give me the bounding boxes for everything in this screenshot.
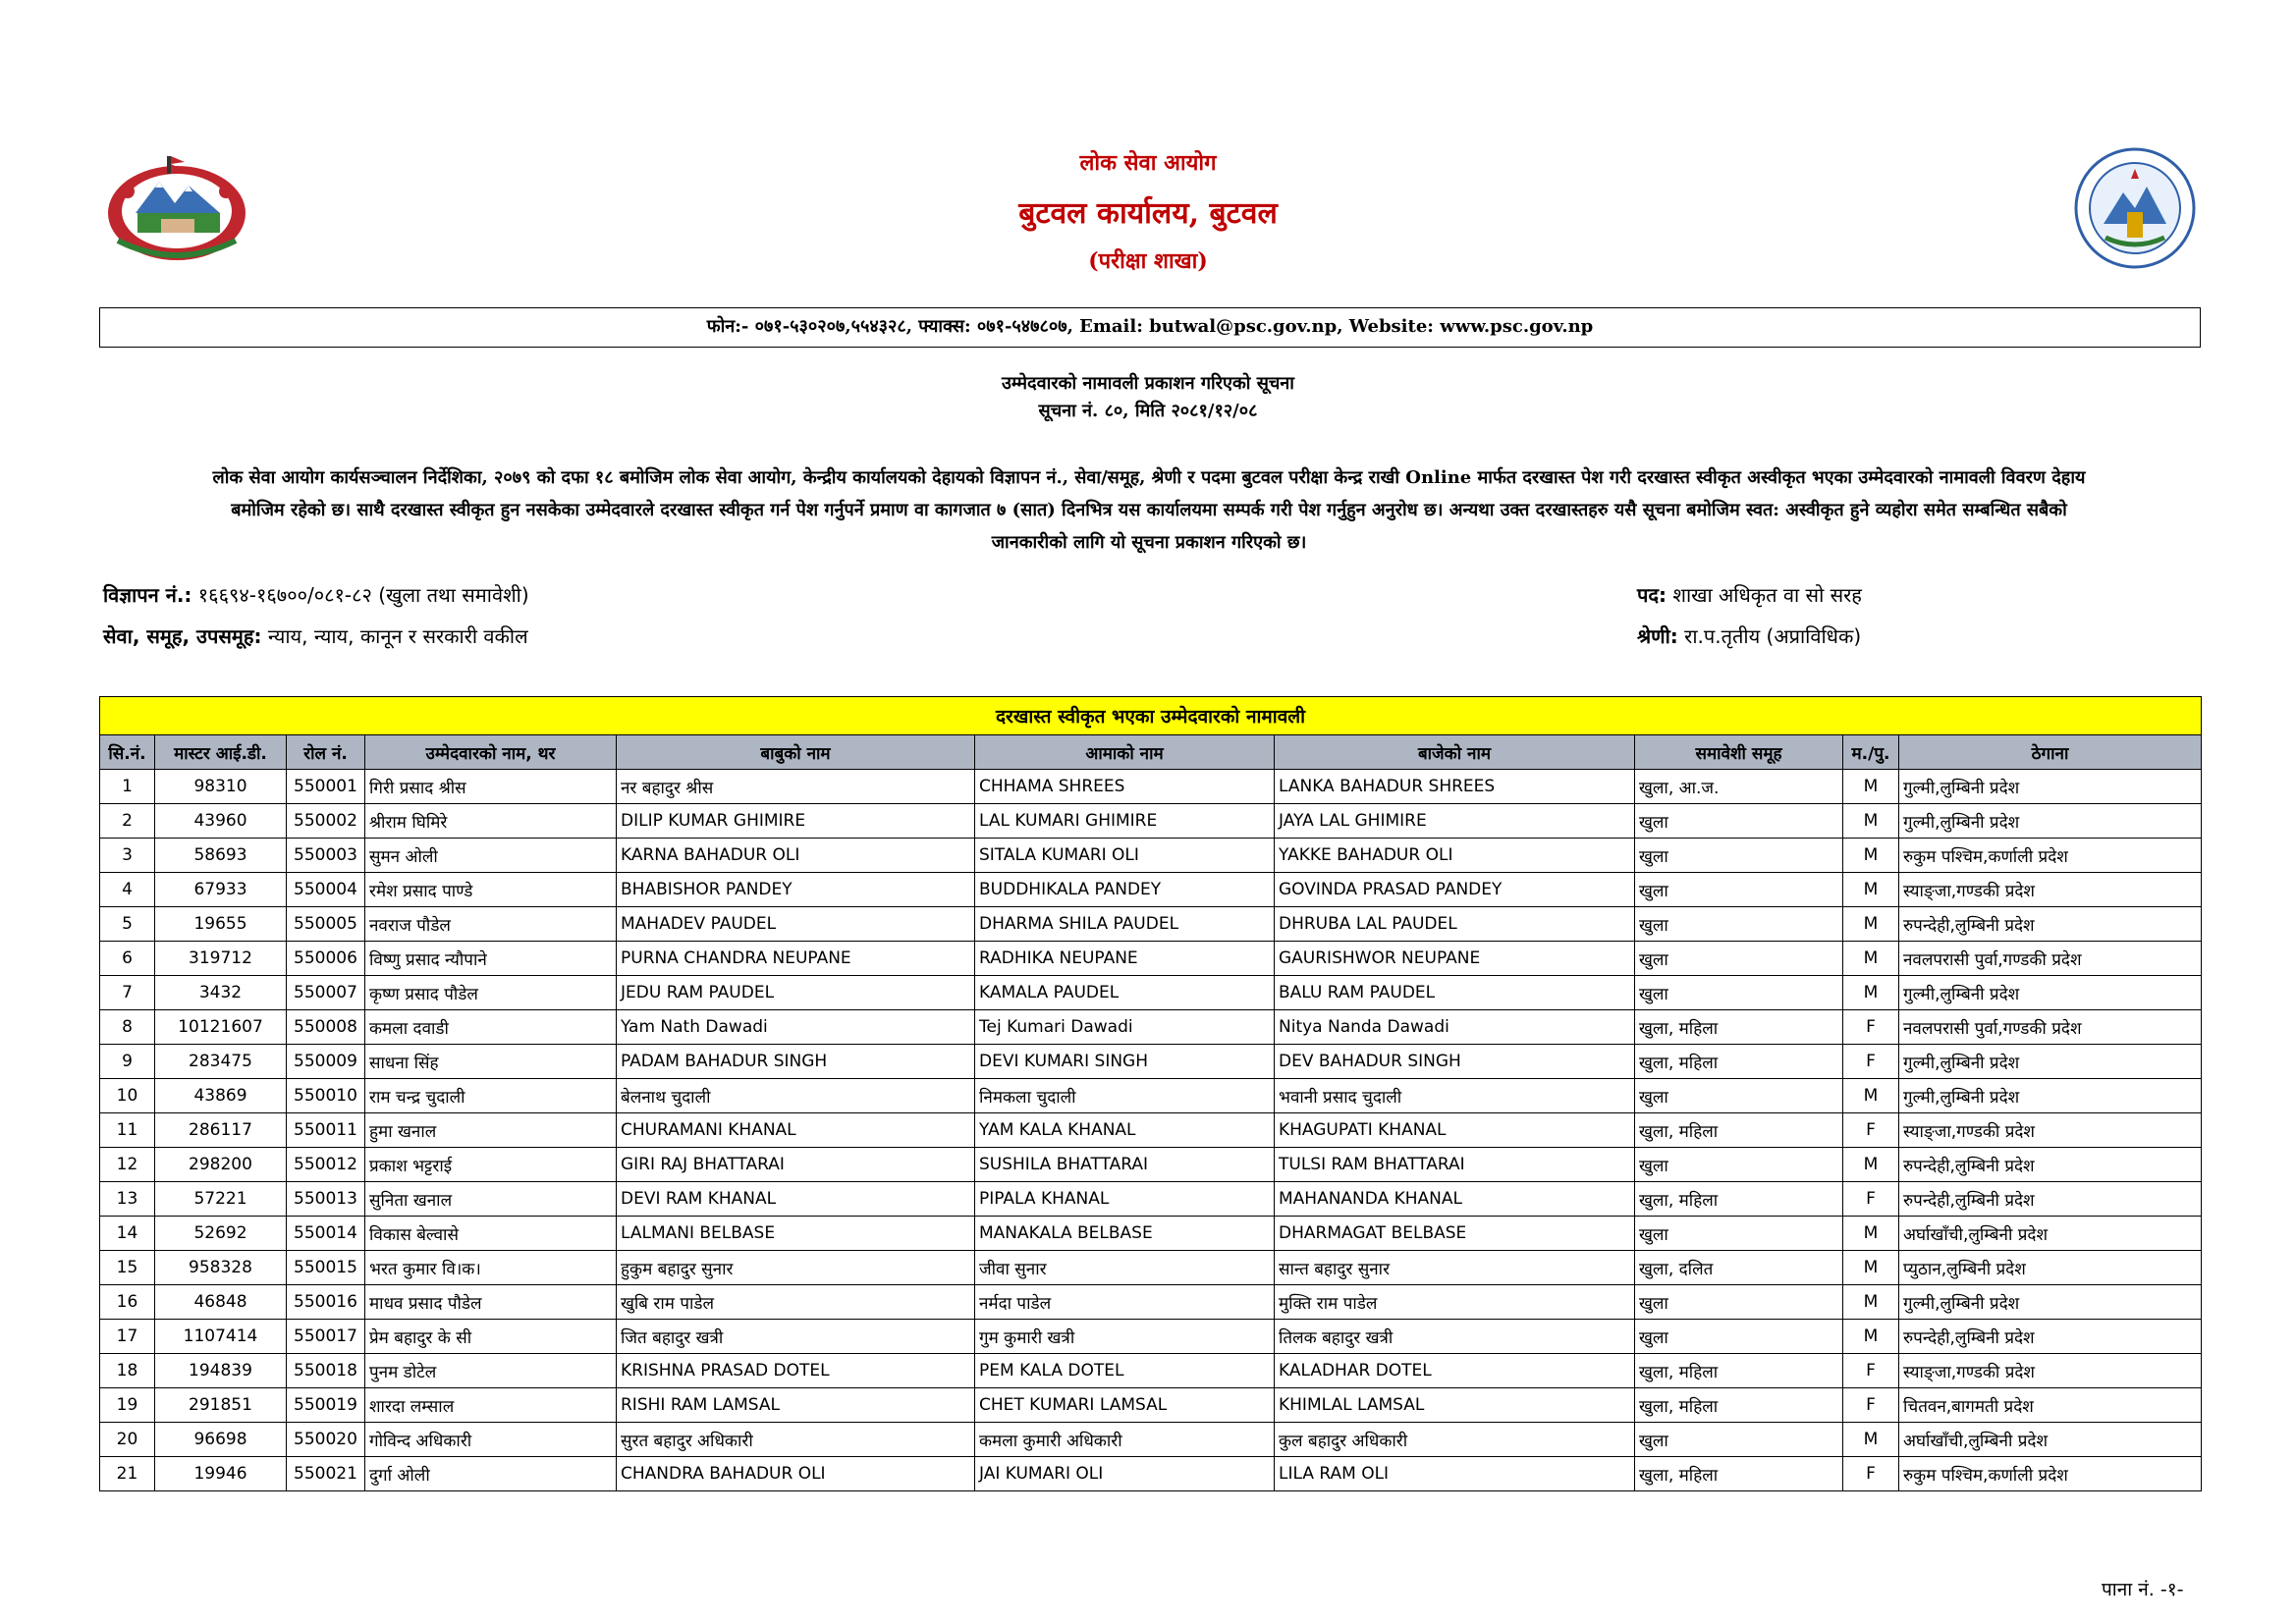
col-grandfather-name-cell: KHIMLAL LAMSAL: [1275, 1388, 1635, 1423]
col-serial-cell: 20: [100, 1423, 155, 1457]
col-inclusive-group-cell: खुला: [1635, 1423, 1843, 1457]
col-father-name-cell: नर बहादुर श्रीस: [617, 770, 975, 804]
col-inclusive-group-cell: खुला, दलित: [1635, 1251, 1843, 1285]
col-address-cell: गुल्मी,लुम्बिनी प्रदेश: [1899, 804, 2202, 839]
table-row: [100, 942, 2202, 976]
col-grandfather-name-cell: DHARMAGAT BELBASE: [1275, 1217, 1635, 1251]
table-row: [100, 907, 2202, 942]
col-mother-name-cell: CHHAMA SHREES: [975, 770, 1275, 804]
col-serial-cell: 12: [100, 1148, 155, 1182]
col-candidate-name-cell: हुमा खनाल: [365, 1113, 617, 1148]
table-row: [100, 1354, 2202, 1388]
col-roll-cell: 550020: [287, 1423, 365, 1457]
col-gender-cell: F: [1843, 1388, 1899, 1423]
col-father-name-cell: Yam Nath Dawadi: [617, 1010, 975, 1045]
post-value: शाखा अधिकृत वा सो सरह: [1666, 583, 1862, 607]
col-master-id-cell: 98310: [155, 770, 287, 804]
col-serial-cell: 7: [100, 976, 155, 1010]
col-master-id-cell: 3432: [155, 976, 287, 1010]
col-roll-cell: 550010: [287, 1079, 365, 1113]
header-col-inclusive-group: समावेशी समूह: [1635, 735, 1843, 770]
col-serial-cell: 1: [100, 770, 155, 804]
col-father-name-cell: MAHADEV PAUDEL: [617, 907, 975, 942]
table-row: [100, 976, 2202, 1010]
col-grandfather-name-cell: कुल बहादुर अधिकारी: [1275, 1423, 1635, 1457]
col-roll-cell: 550016: [287, 1285, 365, 1320]
col-address-cell: स्याङ्जा,गण्डकी प्रदेश: [1899, 1354, 2202, 1388]
col-address-cell: रुपन्देही,लुम्बिनी प्रदेश: [1899, 907, 2202, 942]
col-candidate-name-cell: राम चन्द्र चुदाली: [365, 1079, 617, 1113]
table-row: [100, 1045, 2202, 1079]
psc-seal-icon: [2074, 147, 2196, 269]
col-gender-cell: M: [1843, 907, 1899, 942]
col-address-cell: स्याङ्जा,गण्डकी प्रदेश: [1899, 1113, 2202, 1148]
col-roll-cell: 550015: [287, 1251, 365, 1285]
col-candidate-name-cell: प्रेम बहादुर के सी: [365, 1320, 617, 1354]
table-row: [100, 1320, 2202, 1354]
advertisement-number: [103, 581, 529, 608]
col-candidate-name-cell: कमला दवाडी: [365, 1010, 617, 1045]
col-candidate-name-cell: शारदा लम्साल: [365, 1388, 617, 1423]
class-info: [1637, 623, 1861, 649]
col-master-id-cell: 58693: [155, 839, 287, 873]
col-serial-cell: 9: [100, 1045, 155, 1079]
col-grandfather-name-cell: सान्त बहादुर सुनार: [1275, 1251, 1635, 1285]
col-roll-cell: 550007: [287, 976, 365, 1010]
col-address-cell: रुकुम पश्चिम,कर्णाली प्रदेश: [1899, 1457, 2202, 1491]
table-row: [100, 1010, 2202, 1045]
notice-reference: सूचना नं. ८०, मिति २०८१/१२/०८: [1038, 401, 1258, 421]
col-mother-name-cell: JAI KUMARI OLI: [975, 1457, 1275, 1491]
col-father-name-cell: खुबि राम पाडेल: [617, 1285, 975, 1320]
col-father-name-cell: KARNA BAHADUR OLI: [617, 839, 975, 873]
table-row: [100, 1285, 2202, 1320]
header-col-mother-name: आमाको नाम: [975, 735, 1275, 770]
header-col-address: ठेगाना: [1899, 735, 2202, 770]
col-father-name-cell: BHABISHOR PANDEY: [617, 873, 975, 907]
col-grandfather-name-cell: DEV BAHADUR SINGH: [1275, 1045, 1635, 1079]
page-number: पाना नं. -१-: [2102, 1579, 2184, 1600]
col-grandfather-name-cell: KALADHAR DOTEL: [1275, 1354, 1635, 1388]
col-address-cell: रुपन्देही,लुम्बिनी प्रदेश: [1899, 1148, 2202, 1182]
post-info: [1637, 581, 1862, 608]
col-serial-cell: 13: [100, 1182, 155, 1217]
col-gender-cell: F: [1843, 1010, 1899, 1045]
col-master-id-cell: 283475: [155, 1045, 287, 1079]
col-address-cell: रुपन्देही,लुम्बिनी प्रदेश: [1899, 1320, 2202, 1354]
col-father-name-cell: PADAM BAHADUR SINGH: [617, 1045, 975, 1079]
col-grandfather-name-cell: तिलक बहादुर खत्री: [1275, 1320, 1635, 1354]
table-row: [100, 1079, 2202, 1113]
col-candidate-name-cell: गोविन्द अधिकारी: [365, 1423, 617, 1457]
col-roll-cell: 550003: [287, 839, 365, 873]
col-gender-cell: M: [1843, 839, 1899, 873]
col-serial-cell: 2: [100, 804, 155, 839]
col-father-name-cell: CHANDRA BAHADUR OLI: [617, 1457, 975, 1491]
col-master-id-cell: 286117: [155, 1113, 287, 1148]
table-row: [100, 770, 2202, 804]
col-gender-cell: M: [1843, 1217, 1899, 1251]
class-value: रा.प.तृतीय (अप्राविधिक): [1677, 624, 1862, 648]
col-grandfather-name-cell: YAKKE BAHADUR OLI: [1275, 839, 1635, 873]
col-serial-cell: 16: [100, 1285, 155, 1320]
col-gender-cell: M: [1843, 770, 1899, 804]
col-father-name-cell: सुरत बहादुर अधिकारी: [617, 1423, 975, 1457]
col-mother-name-cell: जीवा सुनार: [975, 1251, 1275, 1285]
table-row: [100, 1182, 2202, 1217]
col-address-cell: रुपन्देही,लुम्बिनी प्रदेश: [1899, 1182, 2202, 1217]
col-master-id-cell: 46848: [155, 1285, 287, 1320]
col-serial-cell: 18: [100, 1354, 155, 1388]
col-candidate-name-cell: नवराज पौडेल: [365, 907, 617, 942]
col-address-cell: अर्घाखाँची,लुम्बिनी प्रदेश: [1899, 1423, 2202, 1457]
col-mother-name-cell: कमला कुमारी अधिकारी: [975, 1423, 1275, 1457]
col-mother-name-cell: DEVI KUMARI SINGH: [975, 1045, 1275, 1079]
table-row: [100, 1251, 2202, 1285]
col-father-name-cell: जित बहादुर खत्री: [617, 1320, 975, 1354]
col-father-name-cell: CHURAMANI KHANAL: [617, 1113, 975, 1148]
service-group: [103, 623, 528, 649]
col-grandfather-name-cell: मुक्ति राम पाडेल: [1275, 1285, 1635, 1320]
col-address-cell: गुल्मी,लुम्बिनी प्रदेश: [1899, 770, 2202, 804]
col-gender-cell: M: [1843, 1320, 1899, 1354]
col-master-id-cell: 319712: [155, 942, 287, 976]
col-inclusive-group-cell: खुला, महिला: [1635, 1388, 1843, 1423]
col-mother-name-cell: LAL KUMARI GHIMIRE: [975, 804, 1275, 839]
col-roll-cell: 550021: [287, 1457, 365, 1491]
notice-title: उम्मेदवारको नामावली प्रकाशन गरिएको सूचना: [1002, 373, 1294, 394]
col-serial-cell: 4: [100, 873, 155, 907]
col-master-id-cell: 19655: [155, 907, 287, 942]
col-gender-cell: F: [1843, 1457, 1899, 1491]
col-inclusive-group-cell: खुला, महिला: [1635, 1045, 1843, 1079]
col-master-id-cell: 19946: [155, 1457, 287, 1491]
col-serial-cell: 11: [100, 1113, 155, 1148]
col-address-cell: गुल्मी,लुम्बिनी प्रदेश: [1899, 1285, 2202, 1320]
col-mother-name-cell: PIPALA KHANAL: [975, 1182, 1275, 1217]
col-inclusive-group-cell: खुला: [1635, 976, 1843, 1010]
col-master-id-cell: 10121607: [155, 1010, 287, 1045]
col-mother-name-cell: SITALA KUMARI OLI: [975, 839, 1275, 873]
col-candidate-name-cell: पुनम डोटेल: [365, 1354, 617, 1388]
table-row: [100, 1423, 2202, 1457]
col-roll-cell: 550019: [287, 1388, 365, 1423]
col-inclusive-group-cell: खुला: [1635, 907, 1843, 942]
header-col-candidate-name: उम्मेदवारको नाम, थर: [365, 735, 617, 770]
col-grandfather-name-cell: GAURISHWOR NEUPANE: [1275, 942, 1635, 976]
table-row: [100, 839, 2202, 873]
col-roll-cell: 550002: [287, 804, 365, 839]
col-roll-cell: 550001: [287, 770, 365, 804]
col-serial-cell: 17: [100, 1320, 155, 1354]
table-caption: दरखास्त स्वीकृत भएका उम्मेदवारको नामावली: [100, 697, 2202, 735]
col-candidate-name-cell: भरत कुमार वि।क।: [365, 1251, 617, 1285]
col-mother-name-cell: YAM KALA KHANAL: [975, 1113, 1275, 1148]
col-master-id-cell: 43869: [155, 1079, 287, 1113]
table-row: [100, 1457, 2202, 1491]
col-master-id-cell: 1107414: [155, 1320, 287, 1354]
col-inclusive-group-cell: खुला: [1635, 873, 1843, 907]
col-address-cell: रुकुम पश्चिम,कर्णाली प्रदेश: [1899, 839, 2202, 873]
col-address-cell: गुल्मी,लुम्बिनी प्रदेश: [1899, 976, 2202, 1010]
col-father-name-cell: JEDU RAM PAUDEL: [617, 976, 975, 1010]
header-col-roll: रोल नं.: [287, 735, 365, 770]
header-col-father-name: बाबुको नाम: [617, 735, 975, 770]
col-address-cell: चितवन,बागमती प्रदेश: [1899, 1388, 2202, 1423]
notice-paragraph-line: बमोजिम रहेको छ। साथै दरखास्त स्वीकृत हुन नसकेका उम्मेदवारले दरखास्त स्वीकृत गर्न पेश गर्नुपर्ने प्रमाण वा कागजात ७ (सात) दिनभित्र यस कार्यालयमा सम्पर्क गरी पेश गर्नुहुन अनुरोध छ। अन्यथा उक्त दरखास्तहरु यसै सूचना बमोजिम स्वत: अस्वीकृत हुने व्यहोरा समेत सम्बन्धित सबैको: [231, 500, 2067, 520]
col-inclusive-group-cell: खुला, महिला: [1635, 1354, 1843, 1388]
table-row: [100, 1388, 2202, 1423]
col-mother-name-cell: SUSHILA BHATTARAI: [975, 1148, 1275, 1182]
col-serial-cell: 10: [100, 1079, 155, 1113]
organization-name: लोक सेवा आयोग: [1079, 150, 1217, 176]
col-address-cell: गुल्मी,लुम्बिनी प्रदेश: [1899, 1079, 2202, 1113]
col-inclusive-group-cell: खुला, आ.ज.: [1635, 770, 1843, 804]
col-master-id-cell: 194839: [155, 1354, 287, 1388]
col-master-id-cell: 958328: [155, 1251, 287, 1285]
notice-paragraph-line: लोक सेवा आयोग कार्यसञ्चालन निर्देशिका, २०७९ को दफा १८ बमोजिम लोक सेवा आयोग, केन्द्रीय कार्यालयको देहायको विज्ञापन नं., सेवा/समूह, श्रेणी र पदमा बुटवल परीक्षा केन्द्र राखी Online मार्फत दरखास्त पेश गरी दरखास्त स्वीकृत अस्वीकृत भएका उम्मेदवारको नामावली विवरण देहाय: [212, 467, 2086, 488]
col-roll-cell: 550018: [287, 1354, 365, 1388]
section-name: (परीक्षा शाखा): [1088, 248, 1208, 274]
col-master-id-cell: 43960: [155, 804, 287, 839]
col-gender-cell: M: [1843, 942, 1899, 976]
col-roll-cell: 550012: [287, 1148, 365, 1182]
col-father-name-cell: GIRI RAJ BHATTARAI: [617, 1148, 975, 1182]
col-inclusive-group-cell: खुला: [1635, 1079, 1843, 1113]
col-mother-name-cell: CHET KUMARI LAMSAL: [975, 1388, 1275, 1423]
col-inclusive-group-cell: खुला: [1635, 1148, 1843, 1182]
col-inclusive-group-cell: खुला: [1635, 942, 1843, 976]
col-candidate-name-cell: विष्णु प्रसाद न्यौपाने: [365, 942, 617, 976]
header-col-master-id: मास्टर आई.डी.: [155, 735, 287, 770]
col-grandfather-name-cell: GOVINDA PRASAD PANDEY: [1275, 873, 1635, 907]
col-inclusive-group-cell: खुला: [1635, 1320, 1843, 1354]
col-mother-name-cell: RADHIKA NEUPANE: [975, 942, 1275, 976]
col-serial-cell: 6: [100, 942, 155, 976]
col-roll-cell: 550017: [287, 1320, 365, 1354]
office-name: बुटवल कार्यालय, बुटवल: [1018, 196, 1278, 231]
col-gender-cell: F: [1843, 1354, 1899, 1388]
col-serial-cell: 19: [100, 1388, 155, 1423]
col-gender-cell: M: [1843, 1251, 1899, 1285]
col-serial-cell: 5: [100, 907, 155, 942]
col-father-name-cell: PURNA CHANDRA NEUPANE: [617, 942, 975, 976]
col-address-cell: नवलपरासी पुर्वा,गण्डकी प्रदेश: [1899, 1010, 2202, 1045]
col-grandfather-name-cell: भवानी प्रसाद चुदाली: [1275, 1079, 1635, 1113]
col-mother-name-cell: Tej Kumari Dawadi: [975, 1010, 1275, 1045]
col-grandfather-name-cell: DHRUBA LAL PAUDEL: [1275, 907, 1635, 942]
col-roll-cell: 550009: [287, 1045, 365, 1079]
col-gender-cell: M: [1843, 873, 1899, 907]
col-roll-cell: 550005: [287, 907, 365, 942]
col-gender-cell: M: [1843, 1148, 1899, 1182]
col-roll-cell: 550014: [287, 1217, 365, 1251]
col-inclusive-group-cell: खुला: [1635, 804, 1843, 839]
col-address-cell: नवलपरासी पुर्वा,गण्डकी प्रदेश: [1899, 942, 2202, 976]
col-inclusive-group-cell: खुला, महिला: [1635, 1010, 1843, 1045]
header-col-gender: म./पु.: [1843, 735, 1899, 770]
col-gender-cell: M: [1843, 1079, 1899, 1113]
col-candidate-name-cell: प्रकाश भट्टराई: [365, 1148, 617, 1182]
col-serial-cell: 8: [100, 1010, 155, 1045]
col-grandfather-name-cell: JAYA LAL GHIMIRE: [1275, 804, 1635, 839]
col-father-name-cell: LALMANI BELBASE: [617, 1217, 975, 1251]
class-label: श्रेणी:: [1637, 624, 1678, 648]
col-inclusive-group-cell: खुला, महिला: [1635, 1182, 1843, 1217]
col-gender-cell: M: [1843, 976, 1899, 1010]
col-grandfather-name-cell: Nitya Nanda Dawadi: [1275, 1010, 1635, 1045]
notice-paragraph-line: जानकारीको लागि यो सूचना प्रकाशन गरिएको छ।: [991, 532, 1307, 553]
col-grandfather-name-cell: LANKA BAHADUR SHREES: [1275, 770, 1635, 804]
notice-paragraph: [103, 461, 2195, 559]
col-mother-name-cell: KAMALA PAUDEL: [975, 976, 1275, 1010]
col-serial-cell: 21: [100, 1457, 155, 1491]
col-candidate-name-cell: विकास बेल्वासे: [365, 1217, 617, 1251]
col-address-cell: अर्घाखाँची,लुम्बिनी प्रदेश: [1899, 1217, 2202, 1251]
table-row: [100, 1217, 2202, 1251]
col-gender-cell: M: [1843, 1285, 1899, 1320]
col-roll-cell: 550013: [287, 1182, 365, 1217]
col-serial-cell: 14: [100, 1217, 155, 1251]
col-grandfather-name-cell: BALU RAM PAUDEL: [1275, 976, 1635, 1010]
col-grandfather-name-cell: LILA RAM OLI: [1275, 1457, 1635, 1491]
advertisement-value: १६६९४-१६७००/०८१-८२ (खुला तथा समावेशी): [191, 583, 529, 607]
header-col-grandfather-name: बाजेको नाम: [1275, 735, 1635, 770]
table-row: [100, 873, 2202, 907]
col-candidate-name-cell: माधव प्रसाद पौडेल: [365, 1285, 617, 1320]
col-address-cell: स्याङ्जा,गण्डकी प्रदेश: [1899, 873, 2202, 907]
col-master-id-cell: 57221: [155, 1182, 287, 1217]
col-grandfather-name-cell: TULSI RAM BHATTARAI: [1275, 1148, 1635, 1182]
contact-info-bar: फोन:- ०७१-५३०२०७,५५४३२८, फ्याक्स: ०७१-५४७८०७, Email: butwal@psc.gov.np, Website: www.psc.gov.np: [99, 307, 2201, 348]
candidates-table: [99, 696, 2202, 1491]
col-inclusive-group-cell: खुला: [1635, 1217, 1843, 1251]
col-candidate-name-cell: गिरी प्रसाद श्रीस: [365, 770, 617, 804]
col-father-name-cell: RISHI RAM LAMSAL: [617, 1388, 975, 1423]
col-mother-name-cell: नर्मदा पाडेल: [975, 1285, 1275, 1320]
col-roll-cell: 550006: [287, 942, 365, 976]
col-master-id-cell: 298200: [155, 1148, 287, 1182]
col-gender-cell: M: [1843, 1423, 1899, 1457]
table-row: [100, 1148, 2202, 1182]
post-label: पद:: [1637, 583, 1667, 607]
col-roll-cell: 550008: [287, 1010, 365, 1045]
col-mother-name-cell: MANAKALA BELBASE: [975, 1217, 1275, 1251]
col-roll-cell: 550004: [287, 873, 365, 907]
col-candidate-name-cell: रमेश प्रसाद पाण्डे: [365, 873, 617, 907]
table-row: [100, 804, 2202, 839]
col-address-cell: गुल्मी,लुम्बिनी प्रदेश: [1899, 1045, 2202, 1079]
col-candidate-name-cell: दुर्गा ओली: [365, 1457, 617, 1491]
service-value: न्याय, न्याय, कानून र सरकारी वकील: [261, 624, 528, 648]
advertisement-label: विज्ञापन नं.:: [103, 583, 192, 607]
col-father-name-cell: KRISHNA PRASAD DOTEL: [617, 1354, 975, 1388]
col-candidate-name-cell: श्रीराम घिमिरे: [365, 804, 617, 839]
col-serial-cell: 15: [100, 1251, 155, 1285]
col-inclusive-group-cell: खुला: [1635, 839, 1843, 873]
col-master-id-cell: 52692: [155, 1217, 287, 1251]
table-row: [100, 1113, 2202, 1148]
col-roll-cell: 550011: [287, 1113, 365, 1148]
col-address-cell: प्युठान,लुम्बिनी प्रदेश: [1899, 1251, 2202, 1285]
col-master-id-cell: 67933: [155, 873, 287, 907]
col-father-name-cell: हुकुम बहादुर सुनार: [617, 1251, 975, 1285]
col-candidate-name-cell: सुनिता खनाल: [365, 1182, 617, 1217]
col-candidate-name-cell: साधना सिंह: [365, 1045, 617, 1079]
col-grandfather-name-cell: KHAGUPATI KHANAL: [1275, 1113, 1635, 1148]
col-serial-cell: 3: [100, 839, 155, 873]
col-father-name-cell: बेलनाथ चुदाली: [617, 1079, 975, 1113]
header-col-serial: सि.नं.: [100, 735, 155, 770]
col-gender-cell: M: [1843, 804, 1899, 839]
col-gender-cell: F: [1843, 1045, 1899, 1079]
col-father-name-cell: DILIP KUMAR GHIMIRE: [617, 804, 975, 839]
col-mother-name-cell: गुम कुमारी खत्री: [975, 1320, 1275, 1354]
col-candidate-name-cell: सुमन ओली: [365, 839, 617, 873]
col-mother-name-cell: BUDDHIKALA PANDEY: [975, 873, 1275, 907]
col-mother-name-cell: निमकला चुदाली: [975, 1079, 1275, 1113]
service-label: सेवा, समूह, उपसमूह:: [103, 624, 262, 648]
col-inclusive-group-cell: खुला: [1635, 1285, 1843, 1320]
col-inclusive-group-cell: खुला, महिला: [1635, 1457, 1843, 1491]
col-candidate-name-cell: कृष्ण प्रसाद पौडेल: [365, 976, 617, 1010]
col-master-id-cell: 291851: [155, 1388, 287, 1423]
col-gender-cell: F: [1843, 1182, 1899, 1217]
col-mother-name-cell: PEM KALA DOTEL: [975, 1354, 1275, 1388]
col-inclusive-group-cell: खुला, महिला: [1635, 1113, 1843, 1148]
col-grandfather-name-cell: MAHANANDA KHANAL: [1275, 1182, 1635, 1217]
col-master-id-cell: 96698: [155, 1423, 287, 1457]
col-mother-name-cell: DHARMA SHILA PAUDEL: [975, 907, 1275, 942]
col-gender-cell: F: [1843, 1113, 1899, 1148]
col-father-name-cell: DEVI RAM KHANAL: [617, 1182, 975, 1217]
